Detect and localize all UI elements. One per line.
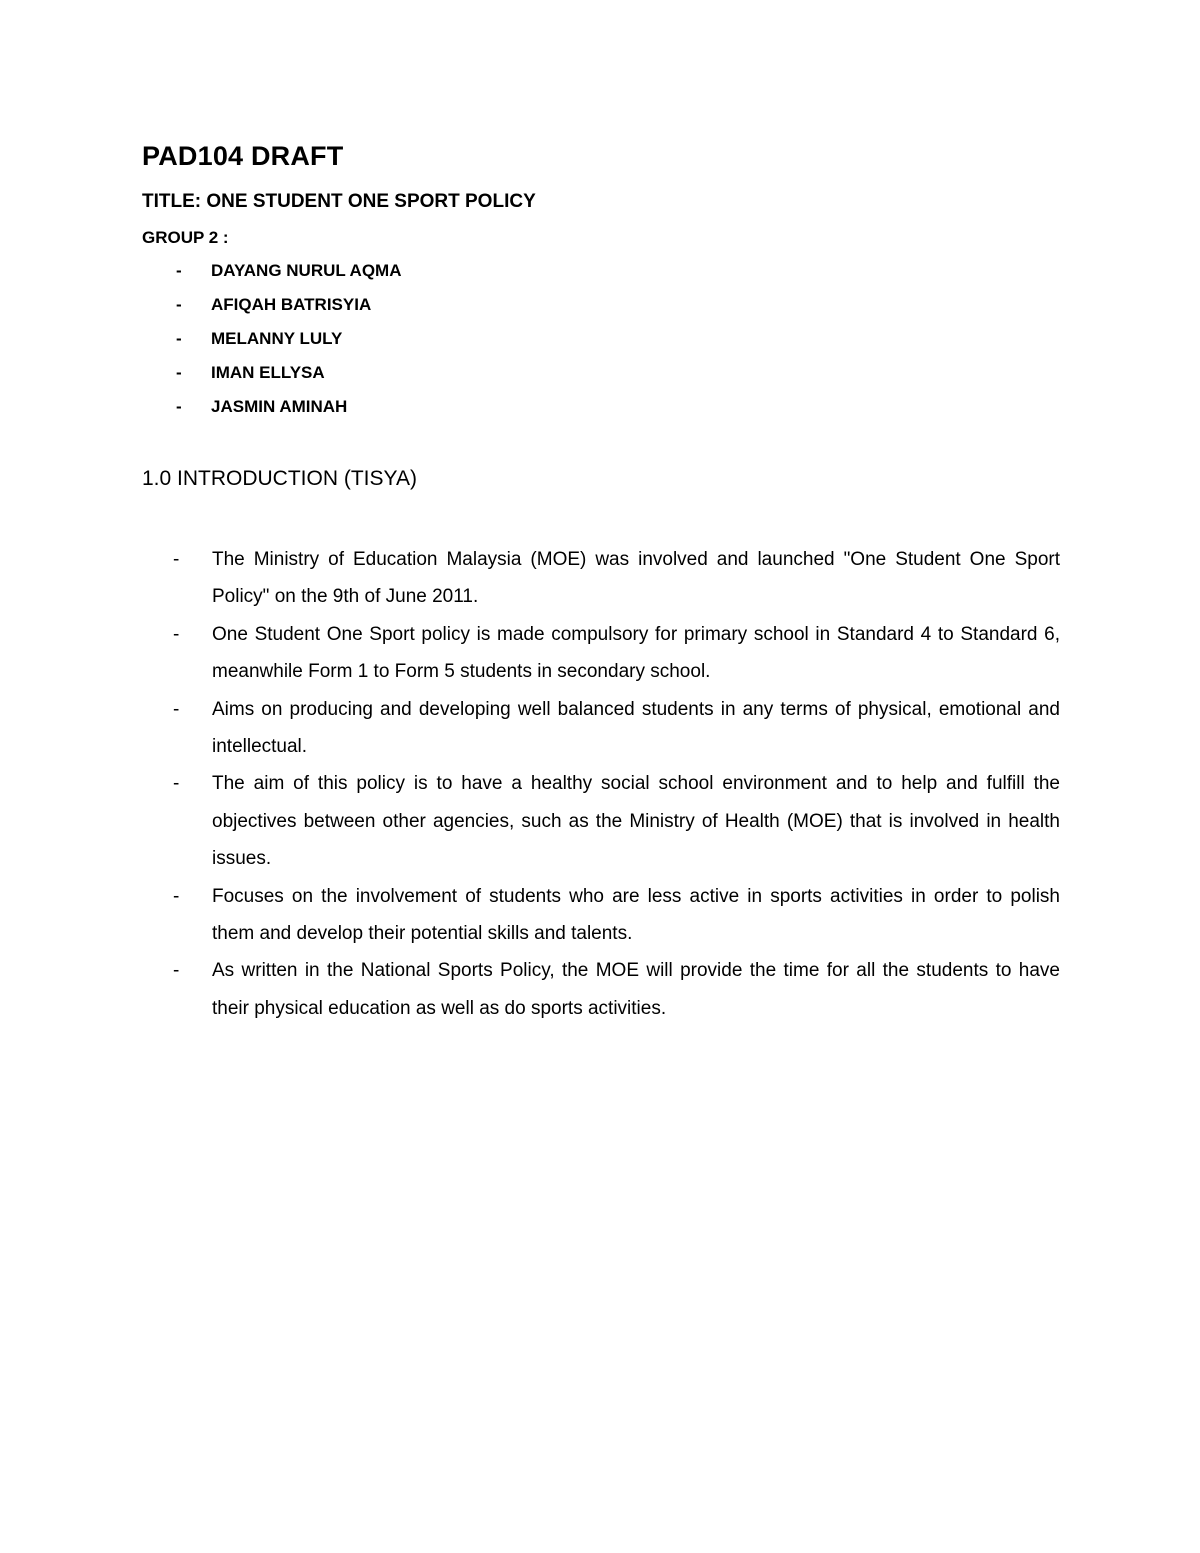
member-name: MELANNY LULY	[211, 329, 343, 348]
introduction-item	[142, 878, 1060, 953]
introduction-item	[142, 541, 1060, 616]
member-name: DAYANG NURUL AQMA	[211, 261, 402, 280]
bullet-dash: -	[173, 549, 180, 570]
introduction-item	[142, 765, 1060, 877]
bullet-dash: -	[176, 363, 182, 382]
member-name: AFIQAH BATRISYIA	[211, 295, 372, 314]
section-heading-introduction: 1.0 INTRODUCTION (TISYA)	[142, 467, 417, 490]
introduction-text: Aims on producing and developing well balanced students in any terms of physical, emotional and intellectual.	[212, 698, 1060, 758]
bullet-dash: -	[176, 295, 182, 314]
bullet-dash: -	[173, 698, 180, 720]
bullet-dash: -	[173, 773, 180, 795]
introduction-text: As written in the National Sports Policy, the MOE will provide the time for all the students to have their physical education as well as do sports activities.	[212, 960, 1060, 1019]
introduction-item	[142, 691, 1060, 766]
bullet-dash: -	[173, 623, 180, 645]
introduction-text: The aim of this policy is to have a healthy social school environment and to help and fulfill the objectives between other agencies, such as the Ministry of Health (MOE) that is involved in health issues.	[212, 773, 1060, 870]
bullet-dash: -	[173, 960, 180, 982]
member-name: JASMIN AMINAH	[211, 397, 348, 416]
bullet-dash: -	[176, 261, 182, 280]
document-heading: PAD104 DRAFT	[142, 141, 344, 171]
introduction-list	[142, 541, 1060, 1027]
group-line: GROUP 2 :	[142, 228, 229, 247]
introduction-text: The Ministry of Education Malaysia (MOE) was involved and launched "One Student One Sport Policy" on the 9th of June 2011.	[212, 549, 1060, 608]
bullet-dash: -	[176, 329, 182, 348]
bullet-dash: -	[173, 885, 180, 907]
member-name: IMAN ELLYSA	[211, 363, 325, 382]
introduction-item	[142, 952, 1060, 1027]
introduction-text: One Student One Sport policy is made compulsory for primary school in Standard 4 to Standard 6, meanwhile Form 1 to Form 5 students in secondary school.	[212, 623, 1060, 683]
bullet-dash: -	[176, 397, 182, 416]
introduction-text: Focuses on the involvement of students who are less active in sports activities in order to polish them and develop their potential skills and talents.	[212, 885, 1060, 945]
title-line: TITLE: ONE STUDENT ONE SPORT POLICY	[142, 191, 536, 212]
introduction-item	[142, 616, 1060, 691]
